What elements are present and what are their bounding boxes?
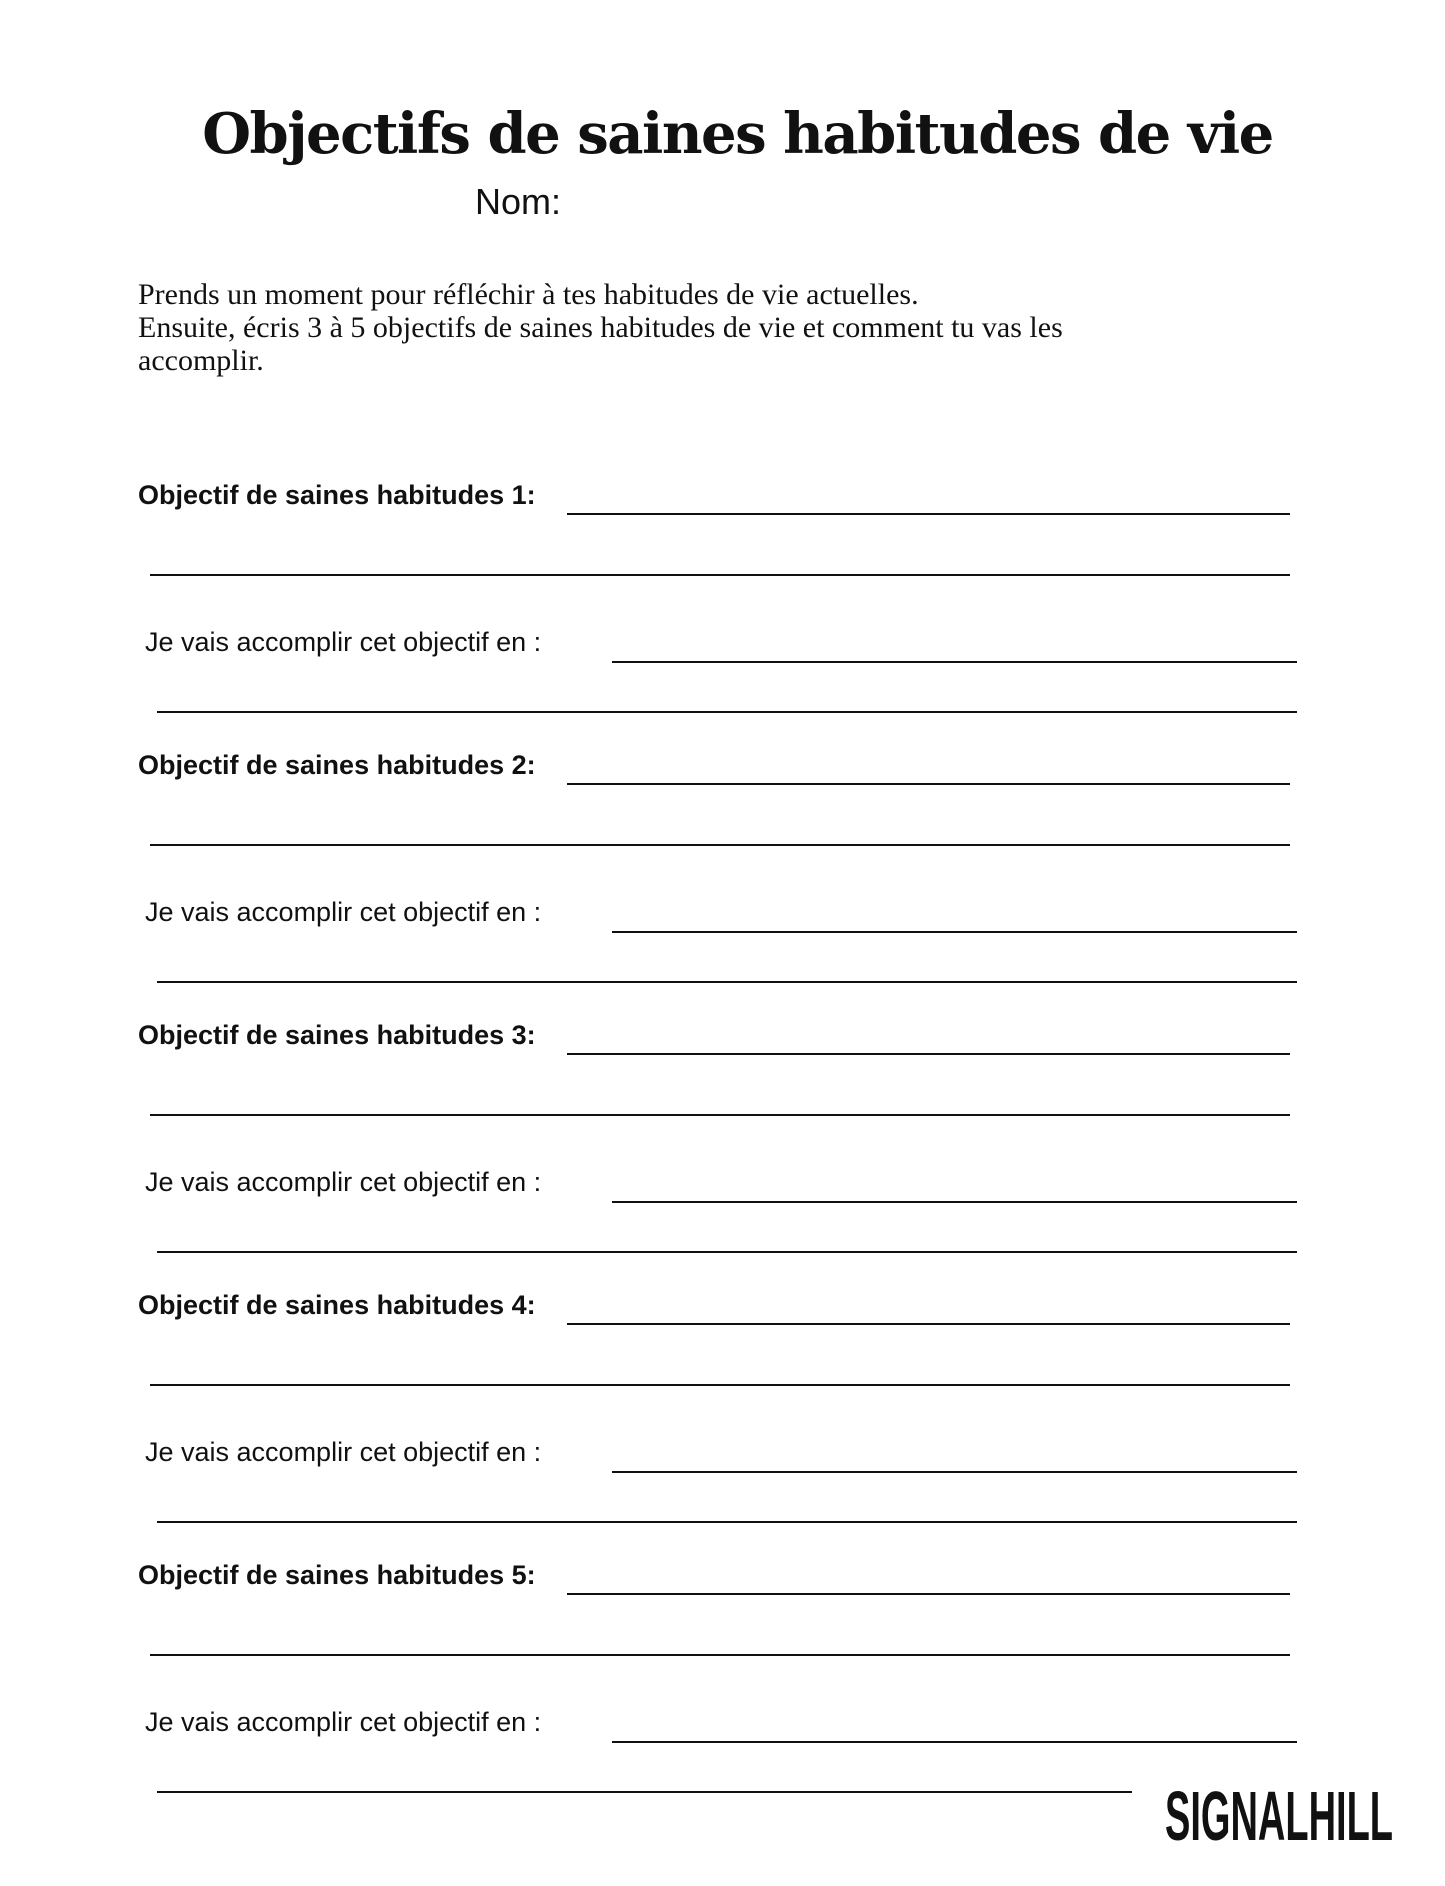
goal-5-plan-label: Je vais accomplir cet objectif en : xyxy=(145,1707,542,1737)
goal-1-label: Objectif de saines habitudes 1: xyxy=(138,480,536,510)
goal-2-plan-line-2[interactable] xyxy=(157,981,1297,983)
signalhill-logo-text: SIGNALHILL xyxy=(1165,1778,1393,1846)
instructions-line-1: Prends un moment pour réfléchir à tes habitudes de vie actuelles. xyxy=(138,278,919,311)
goal-2-answer-line-1[interactable] xyxy=(567,783,1290,785)
goal-5-label: Objectif de saines habitudes 5: xyxy=(138,1560,536,1590)
goal-5-answer-line-2[interactable] xyxy=(150,1654,1290,1656)
signalhill-logo xyxy=(1165,1778,1395,1846)
goal-4-plan-line-2[interactable] xyxy=(157,1521,1297,1523)
goal-1-plan-line-1[interactable] xyxy=(612,661,1297,663)
goal-5-plan-line-2[interactable] xyxy=(157,1791,1132,1793)
goal-4-label: Objectif de saines habitudes 4: xyxy=(138,1290,536,1320)
goal-1-plan-line-2[interactable] xyxy=(157,711,1297,713)
goal-4-plan-line-1[interactable] xyxy=(612,1471,1297,1473)
instructions xyxy=(138,278,1338,377)
instructions-line-3: accomplir. xyxy=(138,344,264,377)
goal-1-plan-label: Je vais accomplir cet objectif en : xyxy=(145,627,542,657)
goal-4-answer-line-2[interactable] xyxy=(150,1384,1290,1386)
goal-4-plan-label: Je vais accomplir cet objectif en : xyxy=(145,1437,542,1467)
goal-2-plan-label: Je vais accomplir cet objectif en : xyxy=(145,897,542,927)
goal-1-answer-line-1[interactable] xyxy=(567,513,1290,515)
name-label: Nom: xyxy=(475,181,562,222)
goal-5-answer-line-1[interactable] xyxy=(567,1593,1290,1595)
goal-2-plan-line-1[interactable] xyxy=(612,931,1297,933)
goal-3-label: Objectif de saines habitudes 3: xyxy=(138,1020,536,1050)
goal-3-answer-line-2[interactable] xyxy=(150,1114,1290,1116)
goal-5-plan-line-1[interactable] xyxy=(612,1741,1297,1743)
goal-2-label: Objectif de saines habitudes 2: xyxy=(138,750,536,780)
goal-4-answer-line-1[interactable] xyxy=(567,1323,1290,1325)
worksheet-title: Objectifs de saines habitudes de vie xyxy=(202,101,1273,167)
goal-3-plan-label: Je vais accomplir cet objectif en : xyxy=(145,1167,542,1197)
goal-2-answer-line-2[interactable] xyxy=(150,844,1290,846)
goal-3-answer-line-1[interactable] xyxy=(567,1053,1290,1055)
instructions-line-2: Ensuite, écris 3 à 5 objectifs de saines habitudes de vie et comment tu vas les xyxy=(138,311,1063,344)
goal-1-answer-line-2[interactable] xyxy=(150,574,1290,576)
goal-3-plan-line-2[interactable] xyxy=(157,1251,1297,1253)
goal-3-plan-line-1[interactable] xyxy=(612,1201,1297,1203)
